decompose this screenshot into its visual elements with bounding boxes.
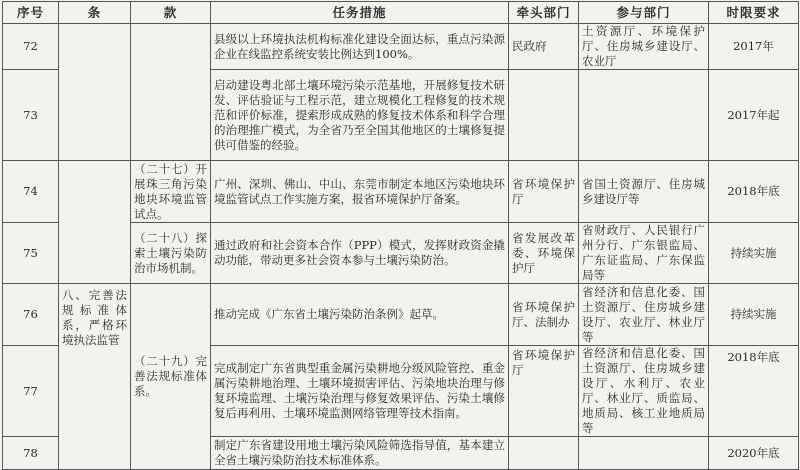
row-measures: 县级以上环境执法机构标准化建设全面达标，重点污染源企业在线监控系统安装比例达到100%。 <box>211 24 509 70</box>
row-lead <box>509 70 579 161</box>
row-measures: 制定广东省建设用地土壤污染风险筛选指导值，基本建立全省土壤污染防治技术标准体系。 <box>211 437 509 470</box>
kuan-cell-empty <box>131 24 211 161</box>
row-deadline: 2020年底 <box>709 437 799 470</box>
table-row <box>3 161 799 223</box>
row-seq: 74 <box>3 161 59 223</box>
table-row <box>3 24 799 70</box>
header-row <box>3 2 799 24</box>
row-seq: 73 <box>3 70 59 161</box>
header-tiao: 条 <box>59 2 131 24</box>
row-seq: 77 <box>3 346 59 437</box>
row-seq: 78 <box>3 437 59 470</box>
kuan-28: （二十八）探索土壤污染防治市场机制。 <box>131 223 211 284</box>
header-participate: 参与部门 <box>579 2 709 24</box>
tiao-cell-empty <box>59 24 131 161</box>
table-row <box>3 284 799 346</box>
kuan-27: （二十七）开展珠三角污染地块环境监管试点。 <box>131 161 211 223</box>
row-deadline: 持续实施 <box>709 284 799 346</box>
row-measures: 广州、深圳、佛山、中山、东莞市制定本地区污染地块环境监管试点工作实施方案，报省环境保护厅备案。 <box>211 161 509 223</box>
tiao-cell-empty <box>59 161 131 284</box>
row-deadline: 2017年 <box>709 24 799 70</box>
row-participate: 土资源厅、环境保护厅、住房城乡建设厅、农业厅 <box>579 24 709 70</box>
row-participate <box>579 70 709 161</box>
row-lead <box>509 437 579 470</box>
row-seq: 76 <box>3 284 59 346</box>
header-measures: 任务措施 <box>211 2 509 24</box>
row-participate: 省经济和信息化委、国土资源厅、住房城乡建设厅、农业厅、林业厅等 <box>579 284 709 346</box>
kuan-29: （二十九）完善法规标准体系。 <box>131 284 211 470</box>
row-participate: 省财政厅、人民银行广州分行、广东银监局、广东证监局、广东保监局等 <box>579 223 709 284</box>
row-participate <box>579 437 709 470</box>
row-participate: 省国土资源厅、住房城乡建设厅等 <box>579 161 709 223</box>
row-lead: 省发展改革委、环境保护厅 <box>509 223 579 284</box>
header-deadline: 时限要求 <box>709 2 799 24</box>
row-lead: 民政府 <box>509 24 579 70</box>
row-lead: 省环境保护厅 <box>509 161 579 223</box>
row-deadline: 2018年底 <box>709 161 799 223</box>
row-lead: 省环境保护厅 <box>509 346 579 437</box>
row-measures: 完成制定广东省典型重金属污染耕地分级风险管控、重金属污染耕地治理、土壤环境损害评估、污染地块治理与修复环境监理、土壤污染治理与修复效果评估、污染土壤修复后再利用、土壤环境监测网络管理等技术指南。 <box>211 346 509 437</box>
tiao-8: 八、完善法规标准体系，严格环境执法监管 <box>59 284 131 470</box>
row-deadline: 2018年底 <box>709 346 799 437</box>
row-measures: 启动建设粤北部土壤环境污染示范基地，开展修复技术研发、评估验证与工程示范，建立规模化工程修复的技术规范和评价标准，提索形成成熟的修复技术体系和科学合理的治理推广模式，为全省乃至全国其他地区的土壤修复提供可借鉴的经验。 <box>211 70 509 161</box>
task-table <box>2 1 799 470</box>
header-kuan: 款 <box>131 2 211 24</box>
row-measures: 推动完成《广东省土壤污染防治条例》起草。 <box>211 284 509 346</box>
row-seq: 75 <box>3 223 59 284</box>
row-deadline: 2017年起 <box>709 70 799 161</box>
row-participate: 省经济和信息化委、国土资源厅、住房城乡建设厅、水利厅、农业厅、林业厅、质监局、地质局、核工业地质局等 <box>579 346 709 437</box>
row-deadline: 持续实施 <box>709 223 799 284</box>
row-lead: 省环境保护厅、法制办 <box>509 284 579 346</box>
header-seq: 序号 <box>3 2 59 24</box>
row-seq: 72 <box>3 24 59 70</box>
row-measures: 通过政府和社会资本合作（PPP）模式，发挥财政资金撬动功能，带动更多社会资本参与土壤污染防治。 <box>211 223 509 284</box>
header-lead: 牵头部门 <box>509 2 579 24</box>
